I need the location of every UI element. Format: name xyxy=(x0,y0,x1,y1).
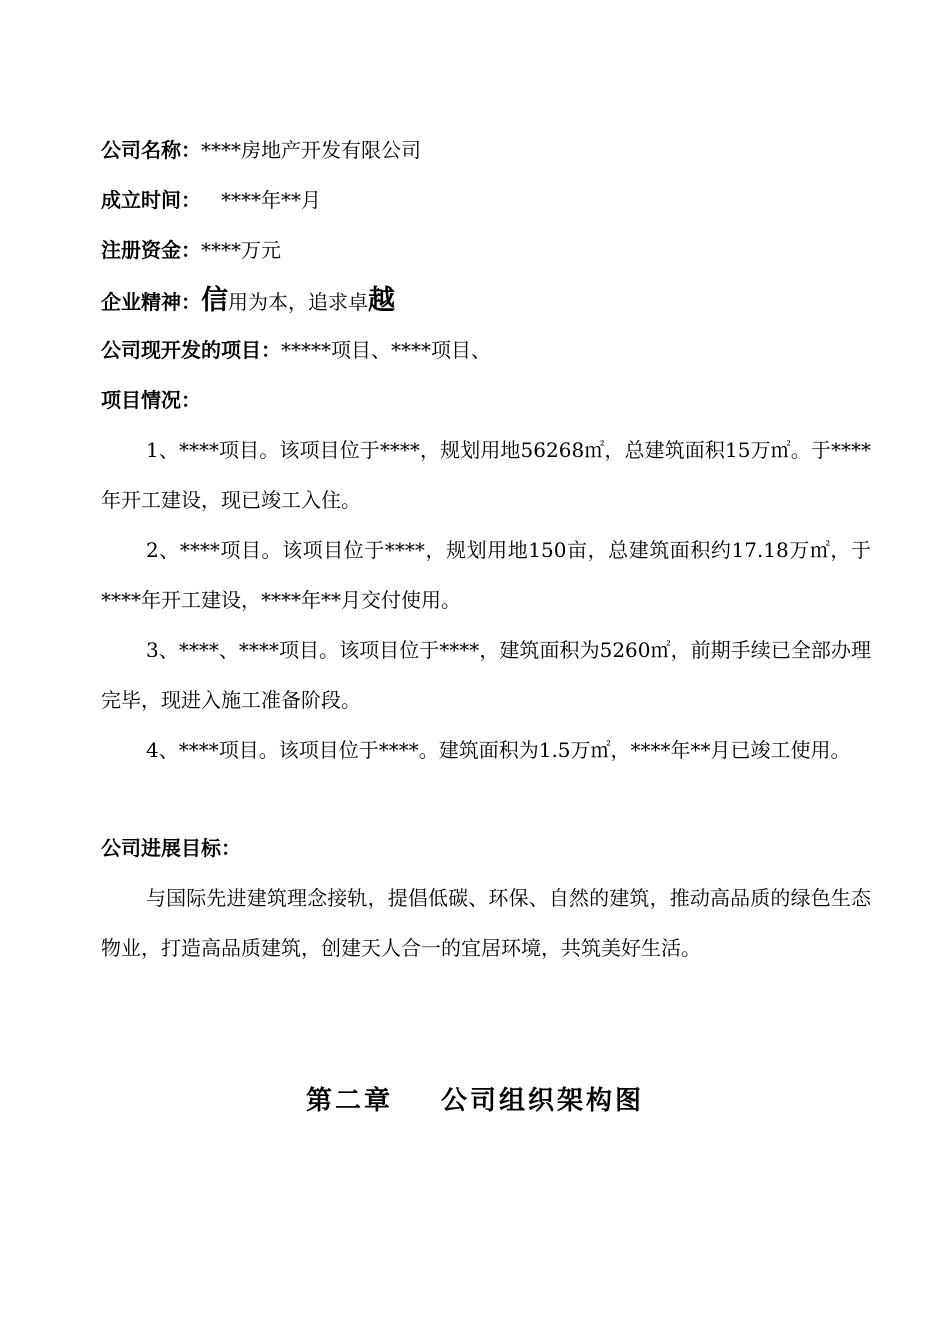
chapter-title: 公司组织架构图 xyxy=(441,1086,645,1116)
capital-label: 注册资金： xyxy=(101,238,201,262)
spirit-label: 企业精神： xyxy=(101,290,201,314)
company-name-value: ****房地产开发有限公司 xyxy=(201,138,421,162)
spirit-last-char: 越 xyxy=(368,285,395,316)
goals-heading: 公司进展目标： xyxy=(101,836,241,860)
founded-value: ****年**月 xyxy=(221,188,321,212)
company-name-row xyxy=(101,135,421,165)
goals-text: 与国际先进建筑理念接轨，提倡低碳、环保、自然的建筑，推动高品质的绿色生态物业，打造高品质建筑，创建天人合一的宜居环境，共筑美好生活。 xyxy=(101,886,871,960)
capital-row xyxy=(101,235,281,265)
founded-label: 成立时间： xyxy=(101,188,201,212)
projects-heading: 项目情况： xyxy=(101,388,201,412)
project-item-4: 4、****项目。该项目位于****。建筑面积为1.5万㎡，****年**月已竣工使用。 xyxy=(146,738,851,762)
spirit-middle: 用为本，追求卓 xyxy=(228,290,368,314)
chapter-heading xyxy=(0,1080,950,1117)
project-item-1: 1、****项目。该项目位于****，规划用地56268㎡，总建筑面积15万㎡。于****年开工建设，现已竣工入住。 xyxy=(101,438,871,512)
project-item-2: 2、****项目。该项目位于****，规划用地150亩，总建筑面积约17.18万㎡，于****年开工建设，****年**月交付使用。 xyxy=(101,538,871,612)
chapter-number: 第二章 xyxy=(305,1086,393,1116)
goals-heading-row xyxy=(101,833,241,863)
current-projects-value: *****项目、****项目、 xyxy=(281,338,491,362)
project-item-3: 3、****、****项目。该项目位于****，建筑面积为5260㎡，前期手续已全部办理完毕，现进入施工准备阶段。 xyxy=(101,638,871,712)
spirit-row xyxy=(101,286,395,317)
company-name-label: 公司名称： xyxy=(101,138,201,162)
current-projects-row xyxy=(101,335,491,365)
founded-row xyxy=(101,185,321,215)
projects-heading-row xyxy=(101,385,201,415)
spirit-first-char: 信 xyxy=(201,285,228,316)
current-projects-label: 公司现开发的项目： xyxy=(101,338,281,362)
capital-value: ****万元 xyxy=(201,238,281,262)
